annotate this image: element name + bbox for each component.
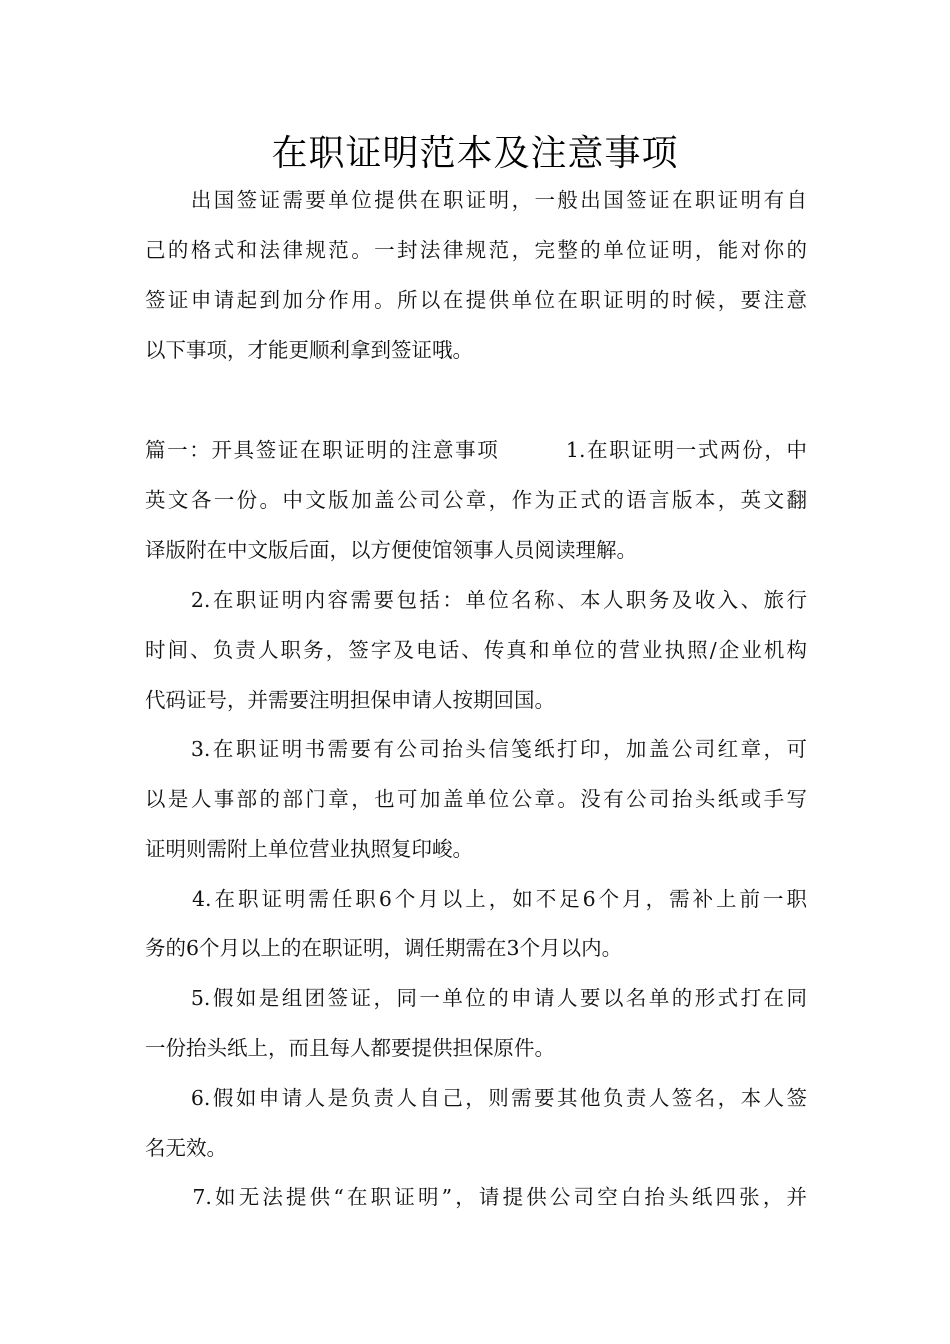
paragraph-line: 签证申请起到加分作用。所以在提供单位在职证明的时候，要注意: [145, 288, 807, 312]
paragraph-line: 时间、负责人职务，签字及电话、传真和单位的营业执照/企业机构: [145, 638, 807, 662]
paragraph-line: 一份抬头纸上，而且每人都要提供担保原件。: [145, 1036, 555, 1060]
paragraph-line: 2.在职证明内容需要包括：单位名称、本人职务及收入、旅行: [145, 588, 807, 612]
paragraph-line: 3.在职证明书需要有公司抬头信笺纸打印，加盖公司红章，可: [145, 737, 807, 761]
paragraph-line: 以是人事部的部门章，也可加盖单位公章。没有公司抬头纸或手写: [145, 787, 807, 811]
paragraph-line: 英文各一份。中文版加盖公司公章，作为正式的语言版本，英文翻: [145, 488, 807, 512]
paragraph-line: 5.假如是组团签证，同一单位的申请人要以名单的形式打在同: [145, 986, 807, 1010]
paragraph-line: 出国签证需要单位提供在职证明，一般出国签证在职证明有自: [145, 188, 807, 212]
paragraph-line: 6.假如申请人是负责人自己，则需要其他负责人签名，本人签: [145, 1086, 807, 1110]
paragraph-line: 篇一：开具签证在职证明的注意事项 1.在职证明一式两份，中: [145, 438, 807, 462]
paragraph-line: 代码证号，并需要注明担保申请人按期回国。: [145, 688, 555, 712]
paragraph-line: 4.在职证明需任职6个月以上，如不足6个月，需补上前一职: [145, 887, 807, 911]
paragraph-line: 以下事项，才能更顺利拿到签证哦。: [145, 338, 473, 362]
document-title: 在职证明范本及注意事项: [271, 133, 679, 174]
paragraph-line: 己的格式和法律规范。一封法律规范，完整的单位证明，能对你的: [145, 238, 807, 262]
paragraph-line: 7.如无法提供“在职证明”，请提供公司空白抬头纸四张，并: [145, 1185, 807, 1209]
paragraph-line: 译版附在中文版后面，以方便使馆领事人员阅读理解。: [145, 538, 637, 562]
paragraph-line: 务的6个月以上的在职证明，调任期需在3个月以内。: [145, 936, 623, 960]
paragraph-line: 证明则需附上单位营业执照复印峻。: [145, 837, 473, 861]
paragraph-line: 名无效。: [145, 1136, 227, 1160]
